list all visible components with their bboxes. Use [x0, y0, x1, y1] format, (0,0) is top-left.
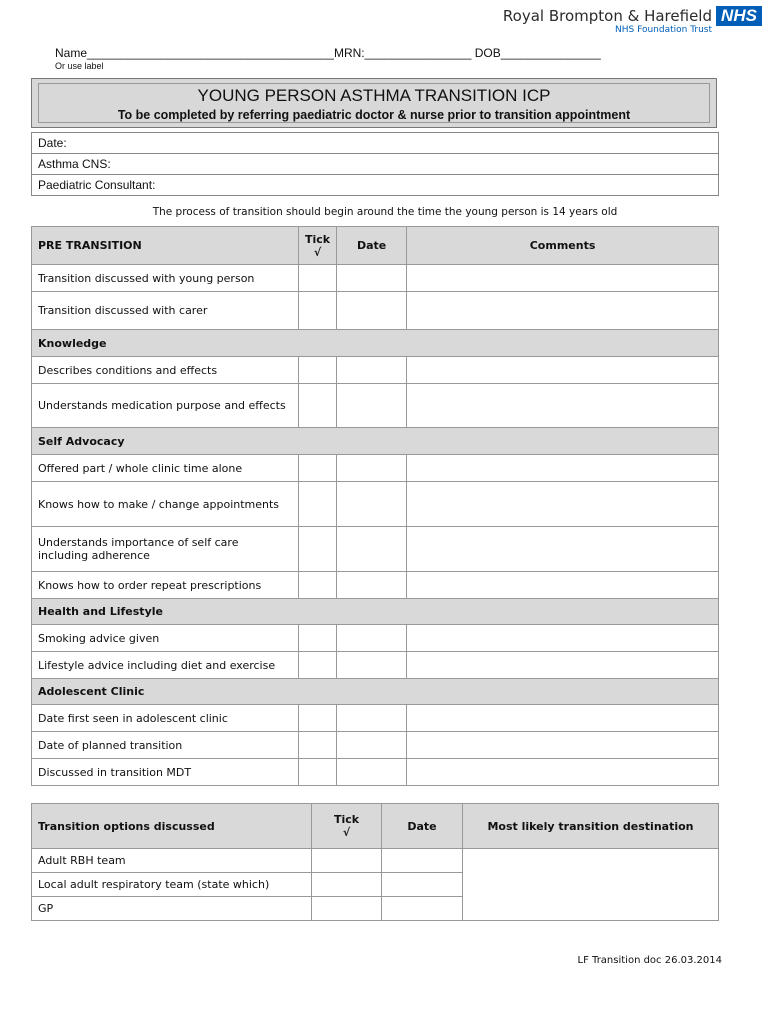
row-label: Understands importance of self care including adherence: [32, 527, 299, 572]
date-header: Date: [337, 227, 407, 265]
section-knowledge: Knowledge: [32, 330, 719, 357]
date-cell[interactable]: [337, 292, 407, 330]
date-cell[interactable]: [337, 652, 407, 679]
comments-cell[interactable]: [407, 482, 719, 527]
nhs-logo: NHS: [716, 6, 762, 26]
destination-header: Most likely transition destination: [463, 804, 719, 849]
tick-cell[interactable]: [299, 292, 337, 330]
row-label: Transition discussed with young person: [32, 265, 299, 292]
comments-cell[interactable]: [407, 455, 719, 482]
tick-cell[interactable]: [299, 732, 337, 759]
tick-cell[interactable]: [299, 705, 337, 732]
transition-options-table: [31, 803, 719, 921]
date-field[interactable]: Date:: [32, 133, 719, 154]
comments-cell[interactable]: [407, 292, 719, 330]
row-label: Offered part / whole clinic time alone: [32, 455, 299, 482]
date-cell[interactable]: [337, 384, 407, 428]
tick-header: Tick √: [312, 804, 382, 849]
comments-cell[interactable]: [407, 527, 719, 572]
date-cell[interactable]: [337, 759, 407, 786]
tick-cell[interactable]: [299, 357, 337, 384]
row-label: Knows how to make / change appointments: [32, 482, 299, 527]
date-cell[interactable]: [337, 705, 407, 732]
date-cell[interactable]: [337, 455, 407, 482]
row-label: Discussed in transition MDT: [32, 759, 299, 786]
tick-cell[interactable]: [312, 873, 382, 897]
tick-cell[interactable]: [299, 384, 337, 428]
asthma-cns-field[interactable]: Asthma CNS:: [32, 154, 719, 175]
footer-doc-ref: LF Transition doc 26.03.2014: [577, 955, 722, 966]
tick-cell[interactable]: [299, 759, 337, 786]
date-cell[interactable]: [337, 482, 407, 527]
comments-cell[interactable]: [407, 625, 719, 652]
pre-transition-header: PRE TRANSITION: [32, 227, 299, 265]
date-cell[interactable]: [382, 897, 463, 921]
destination-cell[interactable]: [463, 849, 719, 921]
form-subtitle: To be completed by referring paediatric doctor & nurse prior to transition appointment: [117, 108, 631, 122]
row-label: Smoking advice given: [32, 625, 299, 652]
row-label: Lifestyle advice including diet and exercise: [32, 652, 299, 679]
paediatric-consultant-field[interactable]: Paediatric Consultant:: [32, 175, 719, 196]
date-cell[interactable]: [337, 572, 407, 599]
comments-cell[interactable]: [407, 652, 719, 679]
info-fields: [31, 132, 719, 196]
label-hint: Or use label: [55, 61, 104, 71]
row-label: Knows how to order repeat prescriptions: [32, 572, 299, 599]
row-label: Transition discussed with carer: [32, 292, 299, 330]
comments-cell[interactable]: [407, 705, 719, 732]
tick-cell[interactable]: [312, 897, 382, 921]
tick-cell[interactable]: [299, 652, 337, 679]
date-cell[interactable]: [337, 732, 407, 759]
date-cell[interactable]: [337, 357, 407, 384]
option-label: GP: [32, 897, 312, 921]
patient-details-line[interactable]: Name_____________________________________MRN:________________ DOB_______________: [55, 46, 601, 60]
date-cell[interactable]: [337, 527, 407, 572]
tick-cell[interactable]: [312, 849, 382, 873]
date-cell[interactable]: [337, 265, 407, 292]
comments-cell[interactable]: [407, 265, 719, 292]
org-subtitle: NHS Foundation Trust: [615, 25, 712, 35]
org-name: Royal Brompton & Harefield: [502, 7, 712, 25]
tick-cell[interactable]: [299, 482, 337, 527]
tick-cell[interactable]: [299, 265, 337, 292]
comments-cell[interactable]: [407, 759, 719, 786]
transition-options-header: Transition options discussed: [32, 804, 312, 849]
tick-cell[interactable]: [299, 527, 337, 572]
comments-header: Comments: [407, 227, 719, 265]
comments-cell[interactable]: [407, 384, 719, 428]
transition-note: The process of transition should begin around the time the young person is 14 years old: [152, 206, 618, 218]
date-cell[interactable]: [337, 625, 407, 652]
comments-cell[interactable]: [407, 572, 719, 599]
row-label: Understands medication purpose and effects: [32, 384, 299, 428]
date-cell[interactable]: [382, 849, 463, 873]
option-label: Local adult respiratory team (state which): [32, 873, 312, 897]
form-title: YOUNG PERSON ASTHMA TRANSITION ICP: [197, 86, 551, 105]
tick-cell[interactable]: [299, 455, 337, 482]
tick-cell[interactable]: [299, 572, 337, 599]
form-title-box: [31, 78, 717, 128]
option-label: Adult RBH team: [32, 849, 312, 873]
section-adolescent-clinic: Adolescent Clinic: [32, 679, 719, 705]
tick-header: Tick √: [299, 227, 337, 265]
row-label: Date of planned transition: [32, 732, 299, 759]
tick-cell[interactable]: [299, 625, 337, 652]
date-cell[interactable]: [382, 873, 463, 897]
comments-cell[interactable]: [407, 357, 719, 384]
pre-transition-table: [31, 226, 719, 786]
comments-cell[interactable]: [407, 732, 719, 759]
row-label: Describes conditions and effects: [32, 357, 299, 384]
date-header: Date: [382, 804, 463, 849]
section-health-lifestyle: Health and Lifestyle: [32, 599, 719, 625]
row-label: Date first seen in adolescent clinic: [32, 705, 299, 732]
section-self-advocacy: Self Advocacy: [32, 428, 719, 455]
